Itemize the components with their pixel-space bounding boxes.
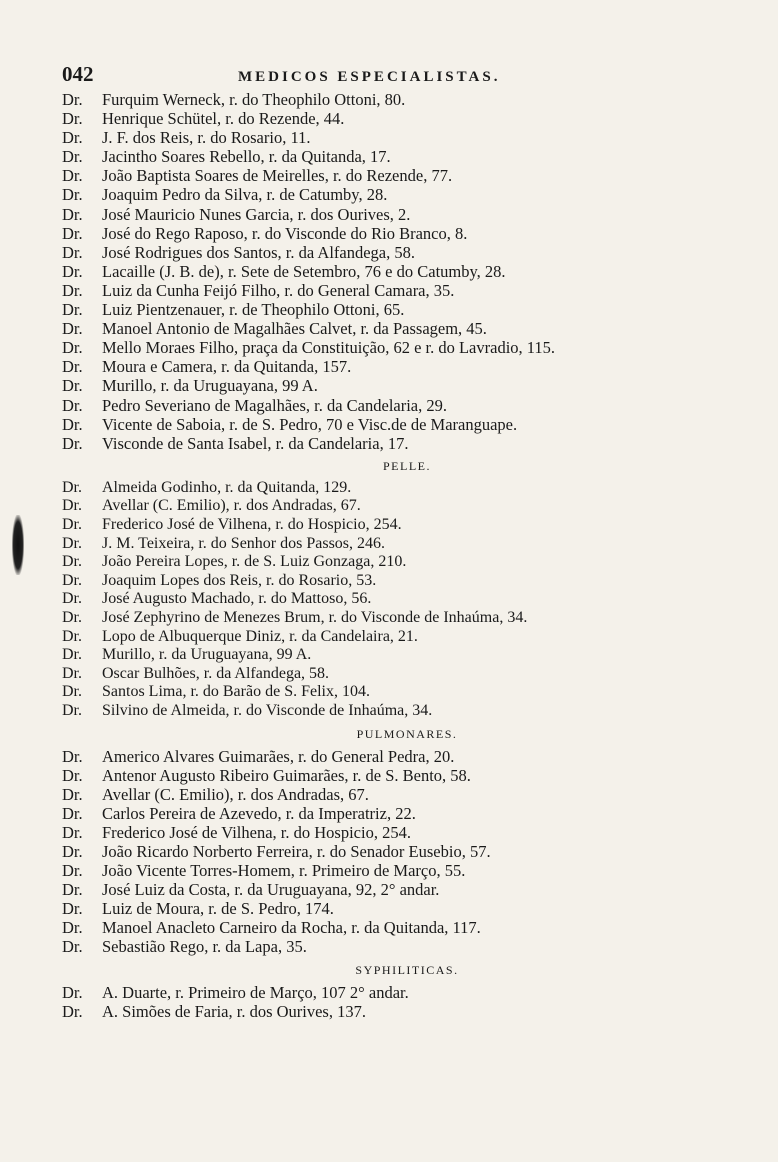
entry-text: José Augusto Machado, r. do Mattoso, 56. (102, 590, 372, 608)
entry-prefix: Dr. (62, 261, 83, 281)
list-item (62, 766, 752, 785)
entry-prefix: Dr. (62, 571, 82, 589)
list-item (62, 747, 752, 766)
entry-text: João Vicente Torres-Homem, r. Primeiro de Março, 55. (102, 861, 466, 881)
list-item (62, 166, 752, 185)
list-item (62, 665, 752, 684)
entry-prefix: Dr. (62, 664, 82, 682)
list-item (62, 205, 752, 224)
list-item (62, 243, 752, 262)
section (62, 957, 752, 1021)
entry-prefix: Dr. (62, 534, 82, 552)
entry-text: J. M. Teixeira, r. do Senhor dos Passos, 246. (102, 534, 386, 552)
entry-prefix: Dr. (62, 899, 83, 919)
entry-prefix: Dr. (62, 433, 83, 453)
entry-text: Carlos Pereira de Azevedo, r. da Imperatriz, 22. (102, 803, 416, 823)
entry-text: Luiz da Cunha Feijó Filho, r. do General Camara, 35. (102, 280, 455, 300)
running-title: MEDICOS ESPECIALISTAS. (238, 69, 501, 85)
list-item (62, 553, 752, 572)
entry-prefix: Dr. (62, 204, 83, 224)
entry-text: Jacintho Soares Rebello, r. da Quitanda, 17. (102, 147, 391, 167)
entry-prefix: Dr. (62, 746, 83, 766)
list-item (62, 396, 752, 415)
entry-prefix: Dr. (62, 338, 83, 358)
entry-text: Antenor Augusto Ribeiro Guimarães, r. de S. Bento, 58. (102, 765, 471, 785)
section (62, 721, 752, 957)
entry-text: Vicente de Saboia, r. de S. Pedro, 70 e Visc.de de Maranguape. (102, 414, 518, 434)
entry-text: J. F. dos Reis, r. do Rosario, 11. (102, 128, 311, 148)
list-item (62, 628, 752, 647)
entry-text: Murillo, r. da Uruguayana, 99 A. (102, 646, 312, 664)
entry-prefix: Dr. (62, 822, 83, 842)
entry-prefix: Dr. (62, 683, 82, 701)
list-item (62, 683, 752, 702)
list-item (62, 937, 752, 956)
entry-prefix: Dr. (62, 803, 83, 823)
entry-text: Murillo, r. da Uruguayana, 99 A. (102, 376, 318, 396)
entry-text: Silvino de Almeida, r. do Visconde de Inhaúma, 34. (102, 701, 433, 719)
list-item (62, 434, 752, 453)
list-item (62, 918, 752, 937)
entry-prefix: Dr. (62, 280, 83, 300)
entry-text: Frederico José de Vilhena, r. do Hospicio, 254. (102, 515, 402, 533)
entry-text: Luiz de Moura, r. de S. Pedro, 174. (102, 899, 334, 919)
entry-prefix: Dr. (62, 357, 83, 377)
list-item (62, 861, 752, 880)
entry-text: Avellar (C. Emilio), r. dos Andradas, 67. (102, 784, 369, 804)
entry-text: Almeida Godinho, r. da Quitanda, 129. (102, 478, 352, 496)
entry-text: Avellar (C. Emilio), r. dos Andradas, 67. (102, 497, 361, 515)
list-item (62, 590, 752, 609)
list-item (62, 147, 752, 166)
entry-text: João Ricardo Norberto Ferreira, r. do Senador Eusebio, 57. (102, 841, 491, 861)
entry-prefix: Dr. (62, 376, 83, 396)
list-item (62, 319, 752, 338)
entry-text: Frederico José de Vilhena, r. do Hospicio, 254. (102, 822, 411, 842)
entry-prefix: Dr. (62, 147, 83, 167)
entry-text: Moura e Camera, r. da Quitanda, 157. (102, 357, 352, 377)
entry-prefix: Dr. (62, 497, 82, 515)
list-item (62, 516, 752, 535)
list-item (62, 185, 752, 204)
list-item (62, 842, 752, 861)
entry-prefix: Dr. (62, 1001, 83, 1021)
entry-prefix: Dr. (62, 90, 83, 109)
entry-text: Pedro Severiano de Magalhães, r. da Candelaria, 29. (102, 395, 448, 415)
entry-text: Santos Lima, r. do Barão de S. Felix, 104. (102, 683, 370, 701)
entry-prefix: Dr. (62, 765, 83, 785)
entry-prefix: Dr. (62, 185, 83, 205)
entry-text: Manoel Anacleto Carneiro da Rocha, r. da Quitanda, 117. (102, 918, 481, 938)
entry-prefix: Dr. (62, 841, 83, 861)
list-item (62, 609, 752, 628)
page-number: 042 (62, 62, 94, 86)
entry-text: José Luiz da Costa, r. da Uruguayana, 92, 2° andar. (102, 880, 440, 900)
entry-text: Americo Alvares Guimarães, r. do General Pedra, 20. (102, 746, 455, 766)
entry-prefix: Dr. (62, 414, 83, 434)
entry-prefix: Dr. (62, 223, 83, 243)
entry-text: Furquim Werneck, r. do Theophilo Ottoni, 80. (102, 90, 406, 109)
page-header (62, 62, 752, 90)
entry-text: Henrique Schütel, r. do Rezende, 44. (102, 109, 345, 129)
entry-text: Mello Moraes Filho, praça da Constituição, 62 e r. do Lavradio, 115. (102, 338, 556, 358)
list-item (62, 880, 752, 899)
list-item (62, 823, 752, 842)
entry-text: Luiz Pientzenauer, r. de Theophilo Ottoni, 65. (102, 300, 405, 320)
ink-smudge (12, 515, 24, 575)
list-item (62, 224, 752, 243)
entry-text: Joaquim Lopes dos Reis, r. do Rosario, 53. (102, 571, 377, 589)
section-title: PELLE. (383, 458, 431, 473)
entry-prefix: Dr. (62, 701, 82, 719)
entry-prefix: Dr. (62, 937, 83, 957)
list-item (62, 281, 752, 300)
entry-prefix: Dr. (62, 300, 83, 320)
entry-text: João Baptista Soares de Meirelles, r. do Rezende, 77. (102, 166, 453, 186)
list-item (62, 415, 752, 434)
document-page (62, 62, 752, 1021)
entry-prefix: Dr. (62, 319, 83, 339)
entry-prefix: Dr. (62, 478, 82, 496)
list-item (62, 702, 752, 721)
entry-prefix: Dr. (62, 515, 82, 533)
entry-text: José Mauricio Nunes Garcia, r. dos Ourives, 2. (102, 204, 411, 224)
entry-prefix: Dr. (62, 982, 83, 1002)
entry-text: A. Duarte, r. Primeiro de Março, 107 2° andar. (102, 982, 409, 1002)
list-item (62, 128, 752, 147)
entry-text: Manoel Antonio de Magalhães Calvet, r. da Passagem, 45. (102, 319, 487, 339)
entry-prefix: Dr. (62, 166, 83, 186)
list-item (62, 338, 752, 357)
scan-mark (678, 10, 768, 34)
list-item (62, 983, 752, 1002)
list-item (62, 357, 752, 376)
entry-text: José do Rego Raposo, r. do Visconde do Rio Branco, 8. (102, 223, 468, 243)
entry-prefix: Dr. (62, 880, 83, 900)
entry-prefix: Dr. (62, 861, 83, 881)
list-item (62, 646, 752, 665)
entry-text: Visconde de Santa Isabel, r. da Candelaria, 17. (102, 433, 409, 453)
list-item (62, 109, 752, 128)
entry-text: José Zephyrino de Menezes Brum, r. do Visconde de Inhaúma, 34. (102, 608, 528, 626)
list-item (62, 535, 752, 554)
list-item (62, 804, 752, 823)
entry-text: A. Simões de Faria, r. dos Ourives, 137. (102, 1001, 366, 1021)
list-item (62, 479, 752, 498)
entry-text: Oscar Bulhões, r. da Alfandega, 58. (102, 664, 330, 682)
section (62, 90, 752, 453)
entry-prefix: Dr. (62, 590, 82, 608)
entry-prefix: Dr. (62, 627, 82, 645)
entry-text: Lopo de Albuquerque Diniz, r. da Candelaira, 21. (102, 627, 418, 645)
entry-prefix: Dr. (62, 784, 83, 804)
entry-prefix: Dr. (62, 242, 83, 262)
entry-text: Joaquim Pedro da Silva, r. de Catumby, 28. (102, 185, 388, 205)
list-item (62, 572, 752, 591)
list-item (62, 785, 752, 804)
entry-prefix: Dr. (62, 109, 83, 129)
entry-text: José Rodrigues dos Santos, r. da Alfandega, 58. (102, 242, 416, 262)
entry-prefix: Dr. (62, 608, 82, 626)
list-item (62, 899, 752, 918)
section-title: PULMONARES. (356, 726, 458, 741)
entry-prefix: Dr. (62, 395, 83, 415)
entry-prefix: Dr. (62, 128, 83, 148)
entry-prefix: Dr. (62, 918, 83, 938)
list-item (62, 300, 752, 319)
section-title: SYPHILITICAS. (355, 962, 459, 977)
list-item (62, 376, 752, 395)
list-item (62, 90, 752, 109)
entry-text: Sebastião Rego, r. da Lapa, 35. (102, 937, 307, 957)
directory-listing (62, 90, 752, 1021)
entry-text: Lacaille (J. B. de), r. Sete de Setembro, 76 e do Catumby, 28. (102, 261, 506, 281)
entry-prefix: Dr. (62, 646, 82, 664)
list-item (62, 497, 752, 516)
list-item (62, 262, 752, 281)
entry-prefix: Dr. (62, 553, 82, 571)
section (62, 453, 752, 721)
entry-text: João Pereira Lopes, r. de S. Luiz Gonzaga, 210. (102, 553, 407, 571)
list-item (62, 1002, 752, 1021)
